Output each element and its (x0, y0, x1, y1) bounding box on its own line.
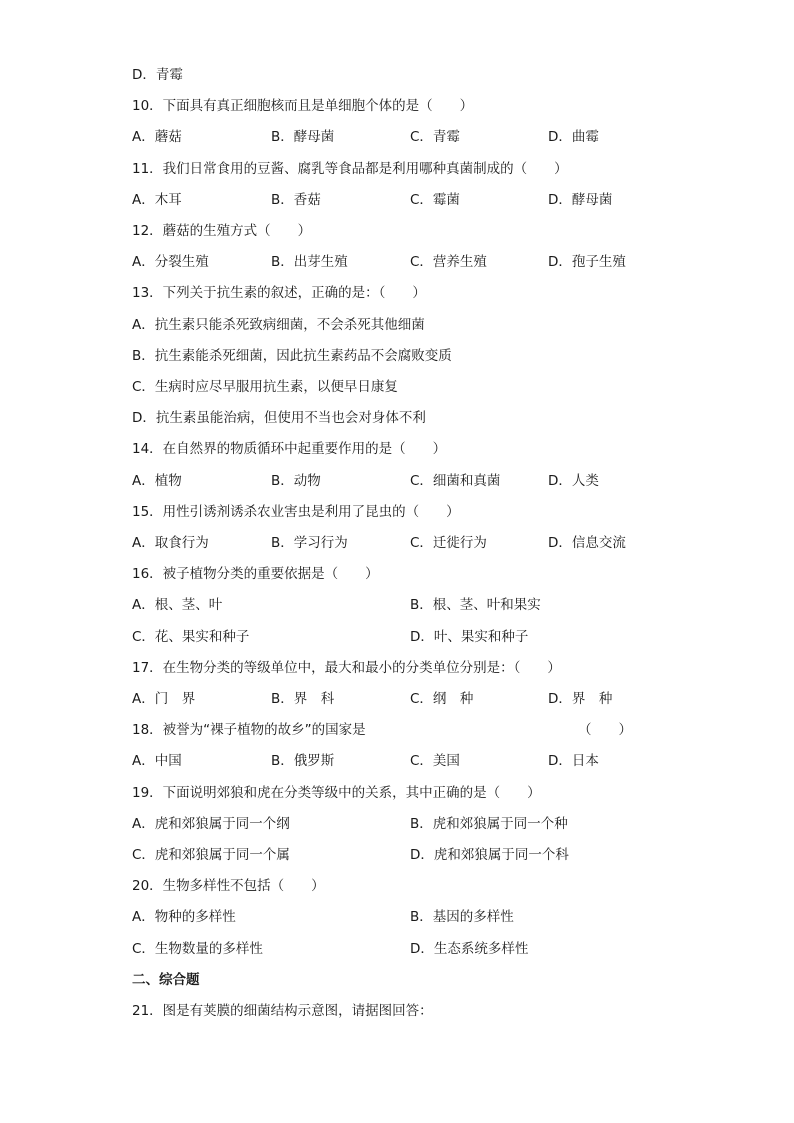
answer-option: D．曲霉 (548, 129, 599, 145)
answer-option: C．细菌和真菌 (410, 473, 501, 489)
question-line: 13．下列关于抗生素的叙述，正确的是：（ ） (132, 285, 426, 301)
answer-option: C．虎和郊狼属于同一个属 (132, 847, 290, 863)
question-line: 15．用性引诱剂诱杀农业害虫是利用了昆虫的（ ） (132, 504, 460, 520)
answer-option: B．界 科 (271, 691, 335, 707)
question-line: 20．生物多样性不包括（ ） (132, 878, 325, 894)
answer-option: A．物种的多样性 (132, 909, 236, 925)
answer-option: B．香菇 (271, 192, 321, 208)
question-line: D．青霉 (132, 67, 183, 83)
answer-option: D．日本 (548, 753, 599, 769)
answer-option: D．人类 (548, 473, 599, 489)
answer-option: C．青霉 (410, 129, 460, 145)
answer-option: A．中国 (132, 753, 182, 769)
answer-option: A．蘑菇 (132, 129, 182, 145)
answer-option: C．花、果实和种子 (132, 629, 250, 645)
answer-option: A．木耳 (132, 192, 182, 208)
answer-option: D．孢子生殖 (548, 254, 626, 270)
answer-option: B．虎和郊狼属于同一个种 (410, 816, 568, 832)
answer-option: D．虎和郊狼属于同一个科 (410, 847, 569, 863)
answer-option: C．纲 种 (410, 691, 474, 707)
answer-option: D．叶、果实和种子 (410, 629, 529, 645)
question-line: 12．蘑菇的生殖方式（ ） (132, 223, 312, 239)
question-line: 16．被子植物分类的重要依据是（ ） (132, 566, 379, 582)
answer-option: B．动物 (271, 473, 321, 489)
answer-option: A．分裂生殖 (132, 254, 209, 270)
answer-option: C．营养生殖 (410, 254, 487, 270)
answer-option: C．美国 (410, 753, 460, 769)
answer-option: D．信息交流 (548, 535, 626, 551)
answer-option: B．酵母菌 (271, 129, 335, 145)
answer-option: B．俄罗斯 (271, 753, 335, 769)
answer-option: C．生物数量的多样性 (132, 941, 263, 957)
question-line: 18．被誉为“裸子植物的故乡”的国家是 (132, 722, 366, 738)
question-line: 19．下面说明郊狼和虎在分类等级中的关系，其中正确的是（ ） (132, 785, 541, 801)
question-line: 11．我们日常食用的豆酱、腐乳等食品都是利用哪种真菌制成的（ ） (132, 161, 568, 177)
answer-option: D．界 种 (548, 691, 613, 707)
question-line: B．抗生素能杀死细菌，因此抗生素药品不会腐败变质 (132, 348, 452, 364)
answer-option: C．霉菌 (410, 192, 460, 208)
answer-blank: （ ） (578, 722, 632, 738)
section-heading: 二、综合题 (132, 972, 200, 988)
answer-option: B．出芽生殖 (271, 254, 348, 270)
question-line: D．抗生素虽能治病，但使用不当也会对身体不利 (132, 410, 426, 426)
answer-option: A．根、茎、叶 (132, 597, 223, 613)
answer-option: D．酵母菌 (548, 192, 613, 208)
question-line: 10．下面具有真正细胞核而且是单细胞个体的是（ ） (132, 98, 474, 114)
answer-option: A．虎和郊狼属于同一个纲 (132, 816, 290, 832)
question-line: A．抗生素只能杀死致病细菌，不会杀死其他细菌 (132, 317, 425, 333)
question-line: 21．图是有荚膜的细菌结构示意图，请据图回答： (132, 1003, 433, 1019)
question-line: 14．在自然界的物质循环中起重要作用的是（ ） (132, 441, 447, 457)
answer-option: D．生态系统多样性 (410, 941, 529, 957)
answer-option: A．取食行为 (132, 535, 209, 551)
answer-option: B．基因的多样性 (410, 909, 514, 925)
answer-option: B．学习行为 (271, 535, 348, 551)
answer-option: B．根、茎、叶和果实 (410, 597, 541, 613)
question-line: 17．在生物分类的等级单位中，最大和最小的分类单位分别是：（ ） (132, 660, 561, 676)
answer-option: A．门 界 (132, 691, 196, 707)
answer-option: C．迁徙行为 (410, 535, 487, 551)
answer-option: A．植物 (132, 473, 182, 489)
question-line: C．生病时应尽早服用抗生素，以便早日康复 (132, 379, 398, 395)
